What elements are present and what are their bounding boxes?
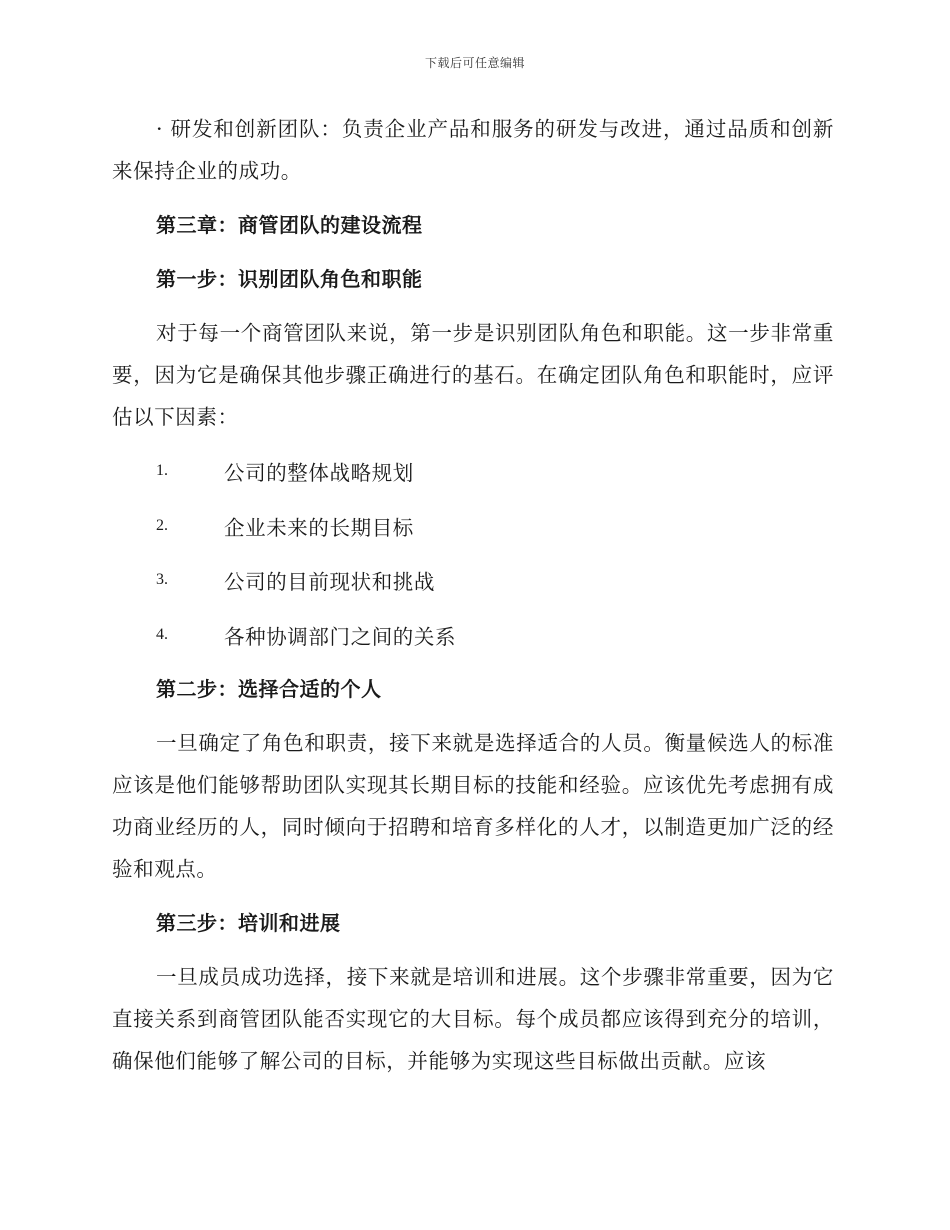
- step-3-heading: 第三步：培训和进展: [156, 911, 341, 935]
- step-1-heading: 第一步：识别团队角色和职能: [156, 267, 423, 291]
- list-item-text: 企业未来的长期目标: [224, 515, 414, 540]
- list-item: [112, 450, 834, 492]
- step-3-paragraph: 一旦成员成功选择，接下来就是培训和进展。这个步骤非常重要，因为它直接关系到商管团队能否实现它的大目标。每个成员都应该得到充分的培训，确保他们能够了解公司的目标，并能够为实现这些目标做出贡献。应该: [112, 965, 834, 1073]
- list-item-text: 公司的整体战略规划: [224, 461, 414, 485]
- list-number: 2.: [156, 516, 168, 534]
- document-body: [112, 108, 834, 1082]
- list-number: 1.: [156, 462, 168, 479]
- list-item: [112, 505, 834, 547]
- step-2-heading: 第二步：选择合适的个人: [156, 677, 382, 701]
- list-number: 3.: [156, 571, 168, 588]
- page-header: 下载后可任意编辑: [424, 56, 525, 70]
- list-number: 4.: [156, 625, 168, 643]
- step-2-paragraph: 一旦确定了角色和职责，接下来就是选择适合的人员。衡量候选人的标准应该是他们能够帮助团队实现其长期目标的技能和经验。应该优先考虑拥有成功商业经历的人，同时倾向于招聘和培育多样化的人才，以制造更加广泛的经验和观点。: [112, 731, 834, 881]
- list-item: [112, 614, 834, 656]
- bullet-paragraph-rnd-team: · 研发和创新团队：负责企业产品和服务的研发与改进，通过品质和创新来保持企业的成功。: [112, 117, 834, 183]
- factors-list: [112, 450, 834, 656]
- list-item: [112, 559, 834, 601]
- list-item-text: 各种协调部门之间的关系: [224, 624, 457, 649]
- step-1-paragraph: 对于每一个商管团队来说，第一步是识别团队角色和职能。这一步非常重要，因为它是确保其他步骤正确进行的基石。在确定团队角色和职能时，应评估以下因素：: [112, 321, 834, 429]
- list-item-text: 公司的目前现状和挑战: [224, 570, 435, 594]
- chapter-3-heading: 第三章：商管团队的建设流程: [156, 213, 423, 237]
